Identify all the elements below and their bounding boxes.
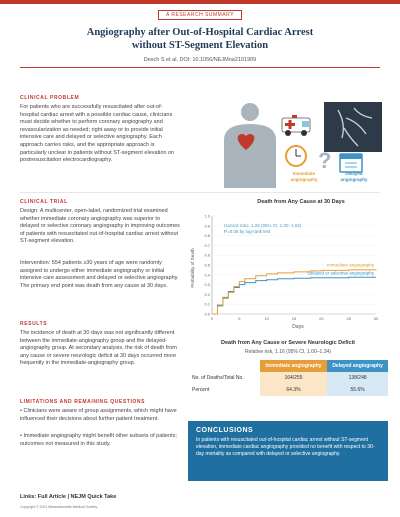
y-tick-label: 1.0 xyxy=(204,213,210,219)
patient-silhouette-icon xyxy=(224,103,276,188)
table-cell-immediate-percent: 64.3% xyxy=(260,384,327,396)
copyright-text: Copyright © 2021 Massachusetts Medical Society. xyxy=(20,505,98,509)
limitations-bullet-1-text: Clinicians were aware of group assignments, which might have influenced their decisions about further patient treatment. xyxy=(20,408,177,422)
table-col-immediate: Immediate angiography xyxy=(260,360,327,372)
results-text: The incidence of death at 30 days was not significantly different between the immediate-angiography group and the delayed-angiography group. At secondary analysis, the risk of death from any cause or severe neurologic deficit at 30 days occurred more frequently in the immediate-angiography group. xyxy=(20,330,177,367)
clinical-trial-design: Design: A multicenter, open-label, randomized trial examined whether immediate coronary angiography was superior to delayed or selective coronary angiography in improving outcomes of patients with resuscitated out-of-hospital cardiac arrest without ST-segment elevation. xyxy=(20,208,180,245)
y-tick-label: 0.0 xyxy=(204,311,210,317)
table-header-spacer xyxy=(188,360,260,372)
y-tick-label: 0.5 xyxy=(204,262,210,268)
chart-title: Death from Any Cause at 30 Days xyxy=(257,199,345,205)
calendar-icon xyxy=(340,154,362,172)
clinical-trial-label: CLINICAL TRIAL xyxy=(20,199,68,205)
limitations-bullet-2: • Immediate angiography might benefit other subsets of patients; outcomes not measured in this study. xyxy=(20,433,177,447)
series-line-0 xyxy=(212,277,376,314)
chart-ylabel: Probability of Death xyxy=(190,248,195,288)
y-tick-label: 0.2 xyxy=(204,291,210,297)
x-tick-label: 20 xyxy=(319,316,324,321)
ambulance-icon xyxy=(282,115,310,136)
y-tick-label: 0.7 xyxy=(204,242,210,248)
y-tick-label: 0.6 xyxy=(204,252,210,258)
limitations-label: LIMITATIONS AND REMAINING QUESTIONS xyxy=(20,399,146,405)
title-line-2: without ST-Segment Elevation xyxy=(131,40,269,51)
x-tick-label: 30 xyxy=(373,316,379,321)
survival-chart xyxy=(188,206,388,331)
page-title xyxy=(40,26,360,52)
table-cell-delayed-deaths: 138/248 xyxy=(327,372,388,384)
title-line-1: Angiography after Out-of-Hospital Cardiac Arrest xyxy=(86,27,314,38)
top-accent-bar xyxy=(0,0,400,4)
citation-doi[interactable]: Desch S et al. DOI: 10.1056/NEJMoa2101909 xyxy=(143,57,257,63)
results-label: RESULTS xyxy=(20,321,48,327)
clock-icon xyxy=(286,146,306,166)
research-summary-banner: A RESEARCH SUMMARY xyxy=(158,10,242,20)
footer-links[interactable]: Links: Full Article | NEJM Quick Take xyxy=(20,494,117,500)
table-row xyxy=(188,372,388,384)
x-tick-label: 5 xyxy=(238,316,241,321)
x-tick-label: 25 xyxy=(346,316,351,321)
clinical-trial-intervention: Intervention: 554 patients ≥30 years of age were randomly assigned to undergo either immediate angiography or initial intensive care assessment and delayed or selective angiography. The primary end point was death from any cause at 30 days. xyxy=(20,260,179,289)
conclusions-text: In patients with resuscitated out-of-hospital cardiac arrest without ST-segment elevation, immediate cardiac angiography provided no benefit with respect to 30-day mortality as compared with delayed or selective angiography. xyxy=(196,437,375,457)
outcome-table xyxy=(188,360,388,396)
chart-p-value: P=0.06 by log-rank test xyxy=(224,229,271,234)
conclusions-box xyxy=(188,421,388,481)
immediate-angiography-illus-label: Immediate angiography xyxy=(290,171,318,182)
clinical-problem-text: For patients who are successfully resuscitated after out-of-hospital cardiac arrest with a possible cardiac cause, clinicians must decide whether to perform coronary angiography and revascularization as needed; right away or to provide initial intensive care and delayed or selective angiography. Each approach carries risks, and the appropriate approach is particularly unclear in patients without ST-segment elevation on postresuscitation electrocardiography. xyxy=(20,104,175,164)
series-label-1: Immediate angiography xyxy=(326,262,374,268)
table-row xyxy=(188,384,388,396)
series-line-1 xyxy=(212,269,376,314)
y-tick-label: 0.9 xyxy=(204,223,210,229)
conclusions-label: CONCLUSIONS xyxy=(196,427,254,434)
chart-xlabel: Days xyxy=(292,324,304,330)
table-row-label: No. of Deaths/Total No. xyxy=(192,375,244,381)
y-tick-label: 0.1 xyxy=(204,301,210,307)
table-header-row xyxy=(188,360,388,372)
table-cell-immediate-deaths: 164/255 xyxy=(260,372,327,384)
y-tick-label: 0.8 xyxy=(204,233,210,239)
clinical-problem-label: CLINICAL PROBLEM xyxy=(20,95,80,101)
table-title: Death from Any Cause or Severe Neurologic Deficit xyxy=(221,340,355,346)
table-row-label: Percent xyxy=(192,387,210,393)
header-divider xyxy=(20,67,380,68)
series-label-0: Delayed or selective angiography xyxy=(307,270,374,276)
y-tick-label: 0.3 xyxy=(204,282,210,288)
section-divider xyxy=(20,192,380,193)
table-col-delayed: Delayed angiography xyxy=(327,360,388,372)
limitations-bullet-1: • Clinicians were aware of group assignments, which might have influenced their decisions about further patient treatment. xyxy=(20,408,177,422)
table-subtitle: Relative risk, 1.16 (95% CI, 1.00–1.34) xyxy=(245,349,331,355)
delayed-angiography-illus-label: Delayed angiography xyxy=(340,171,368,182)
question-mark-icon: ? xyxy=(318,148,332,173)
chart-hazard-ratio: Hazard ratio, 1.28 (95% CI, 1.00–1.63) xyxy=(224,223,302,228)
table-cell-delayed-percent: 55.6% xyxy=(327,384,388,396)
x-tick-label: 10 xyxy=(264,316,269,321)
y-tick-label: 0.4 xyxy=(204,272,210,278)
limitations-bullet-2-text: Immediate angiography might benefit other subsets of patients; outcomes not measured in this study. xyxy=(20,433,177,447)
x-tick-label: 15 xyxy=(291,316,297,321)
angiogram-image-icon xyxy=(324,102,382,152)
x-tick-label: 0 xyxy=(210,316,214,321)
